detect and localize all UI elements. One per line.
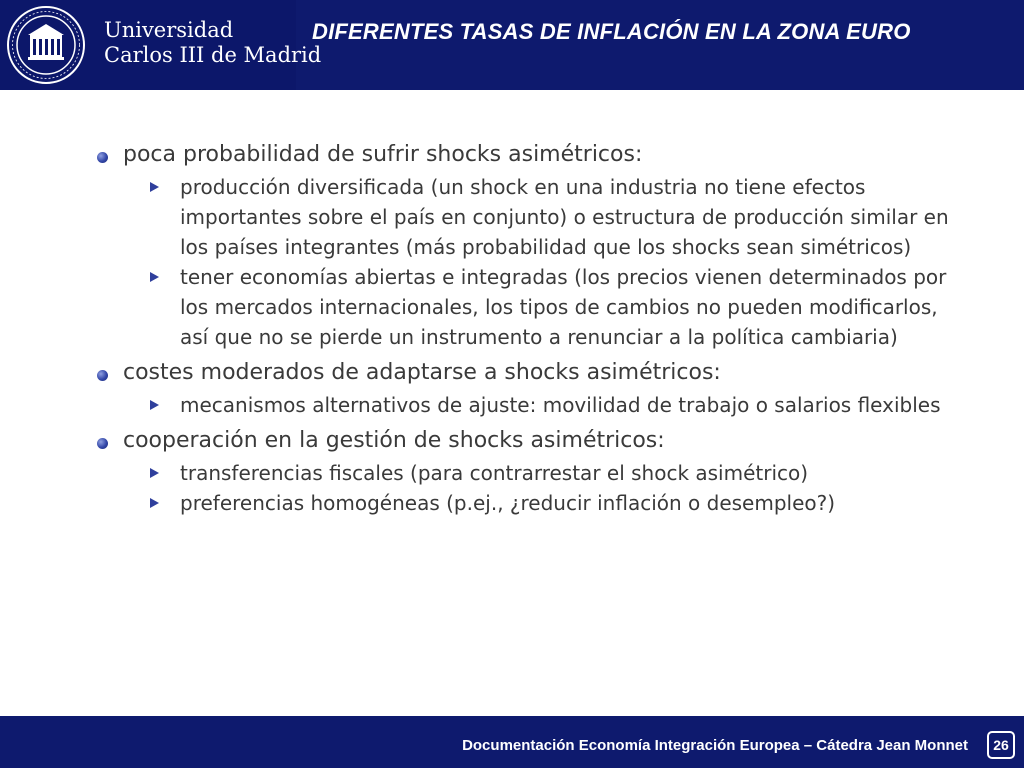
round-bullet-icon: [97, 152, 108, 163]
bullet-list: [95, 140, 955, 518]
sub-bullet-text: tener economías abiertas e integradas (los precios vienen determinados por los mercados internacionales, los tipos de cambios no pueden modificarlos, así que no se pierde un instrumento a renunciar a la política cambiaria): [180, 265, 947, 349]
footer-text: Documentación Economía Integración Europea – Cátedra Jean Monnet: [462, 737, 968, 754]
sub-bullet-list: [123, 458, 955, 518]
slide-content: [95, 140, 955, 524]
bullet-text: poca probabilidad de sufrir shocks asimétricos:: [123, 142, 643, 167]
sub-bullet-text: producción diversificada (un shock en una industria no tiene efectos importantes sobre el país en conjunto) o estructura de producción similar en los países integrantes (más probabilidad que los shocks sean simétricos): [180, 175, 949, 259]
triangle-bullet-icon: [150, 400, 159, 410]
sub-bullet-list: [123, 390, 955, 420]
sub-bullet-item: [123, 172, 955, 262]
slide-footer: [0, 716, 1024, 768]
sub-bullet-item: [123, 390, 955, 420]
sub-bullet-text: transferencias fiscales (para contrarrestar el shock asimétrico): [180, 461, 809, 485]
sub-bullet-item: [123, 458, 955, 488]
round-bullet-icon: [97, 370, 108, 381]
university-seal-icon: [6, 5, 86, 85]
page-number: 26: [987, 731, 1015, 759]
sub-bullet-item: [123, 262, 955, 352]
sub-bullet-text: mecanismos alternativos de ajuste: movilidad de trabajo o salarios flexibles: [180, 393, 941, 417]
round-bullet-icon: [97, 438, 108, 449]
bullet-text: cooperación en la gestión de shocks asimétricos:: [123, 428, 665, 453]
sub-bullet-text: preferencias homogéneas (p.ej., ¿reducir inflación o desempleo?): [180, 491, 836, 515]
bullet-item: [95, 358, 955, 420]
slide-title: DIFERENTES TASAS DE INFLACIÓN EN LA ZONA EURO: [312, 19, 911, 44]
bullet-item: [95, 140, 955, 352]
triangle-bullet-icon: [150, 272, 159, 282]
university-logo-block: [0, 0, 322, 90]
university-name-line1: Universidad: [104, 18, 234, 42]
sub-bullet-item: [123, 488, 955, 518]
slide-header: [0, 0, 1024, 90]
triangle-bullet-icon: [150, 498, 159, 508]
bullet-text: costes moderados de adaptarse a shocks asimétricos:: [123, 360, 721, 385]
university-name-line2: Carlos III de Madrid: [104, 43, 322, 67]
bullet-item: [95, 426, 955, 518]
triangle-bullet-icon: [150, 182, 159, 192]
sub-bullet-list: [123, 172, 955, 352]
university-name: [104, 18, 321, 68]
triangle-bullet-icon: [150, 468, 159, 478]
